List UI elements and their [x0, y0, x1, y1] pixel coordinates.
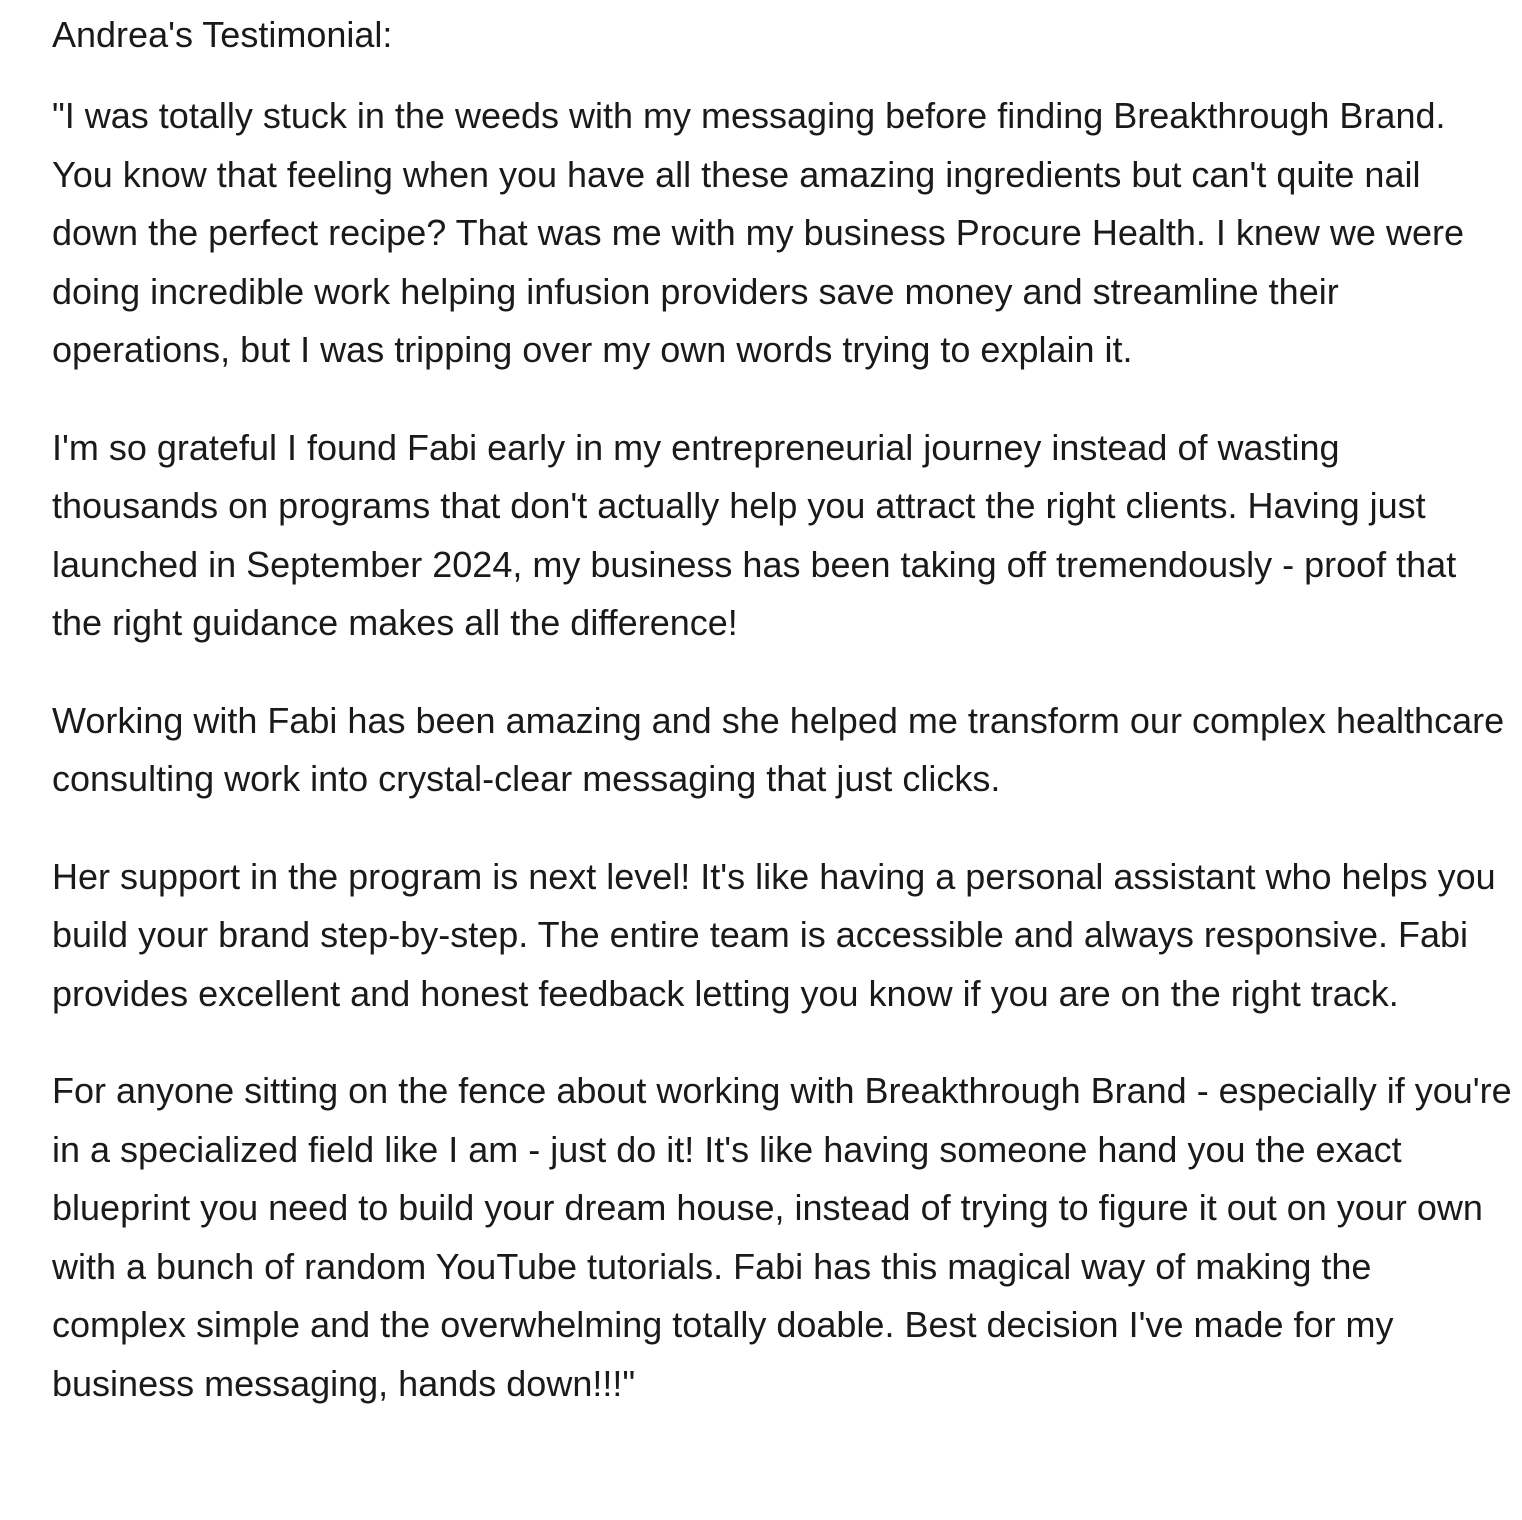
testimonial-paragraph: I'm so grateful I found Fabi early in my entrepreneurial journey instead of wasting thousands on programs that don't actually help you attract the right clients. Having just launched in September 2024, my business has been taking off tremendously - proof that the right guidance makes all the difference! — [52, 426, 1457, 643]
testimonial-paragraph: For anyone sitting on the fence about working with Breakthrough Brand - especially if you're in a specialized field like I am - just do it! It's like having someone hand you the exact blueprint you need to build your dream house, instead of trying to figure it out on your own with a bunch of random YouTube tutorials. Fabi has this magical way of making the complex simple and the overwhelming totally doable. Best decision I've made for my business messaging, hands down!!!" — [52, 1070, 1512, 1404]
testimonial-paragraph: Her support in the program is next level! It's like having a personal assistant who helps you build your brand step-by-step. The entire team is accessible and always responsive. Fabi provides excellent and honest feedback letting you know if you are on the right track. — [52, 855, 1496, 1014]
testimonial-paragraph: "I was totally stuck in the weeds with my messaging before finding Breakthrough Brand. You know that feeling when you have all these amazing ingredients but can't quite nail down the perfect recipe? That was me with my business Procure Health. I knew we were doing incredible work helping infusion providers save money and streamline their operations, but I was tripping over my own words trying to explain it. — [52, 95, 1464, 370]
testimonial-heading: Andrea's Testimonial: — [52, 14, 393, 55]
testimonial-paragraph: Working with Fabi has been amazing and she helped me transform our complex healthcare consulting work into crystal-clear messaging that just clicks. — [52, 699, 1505, 799]
